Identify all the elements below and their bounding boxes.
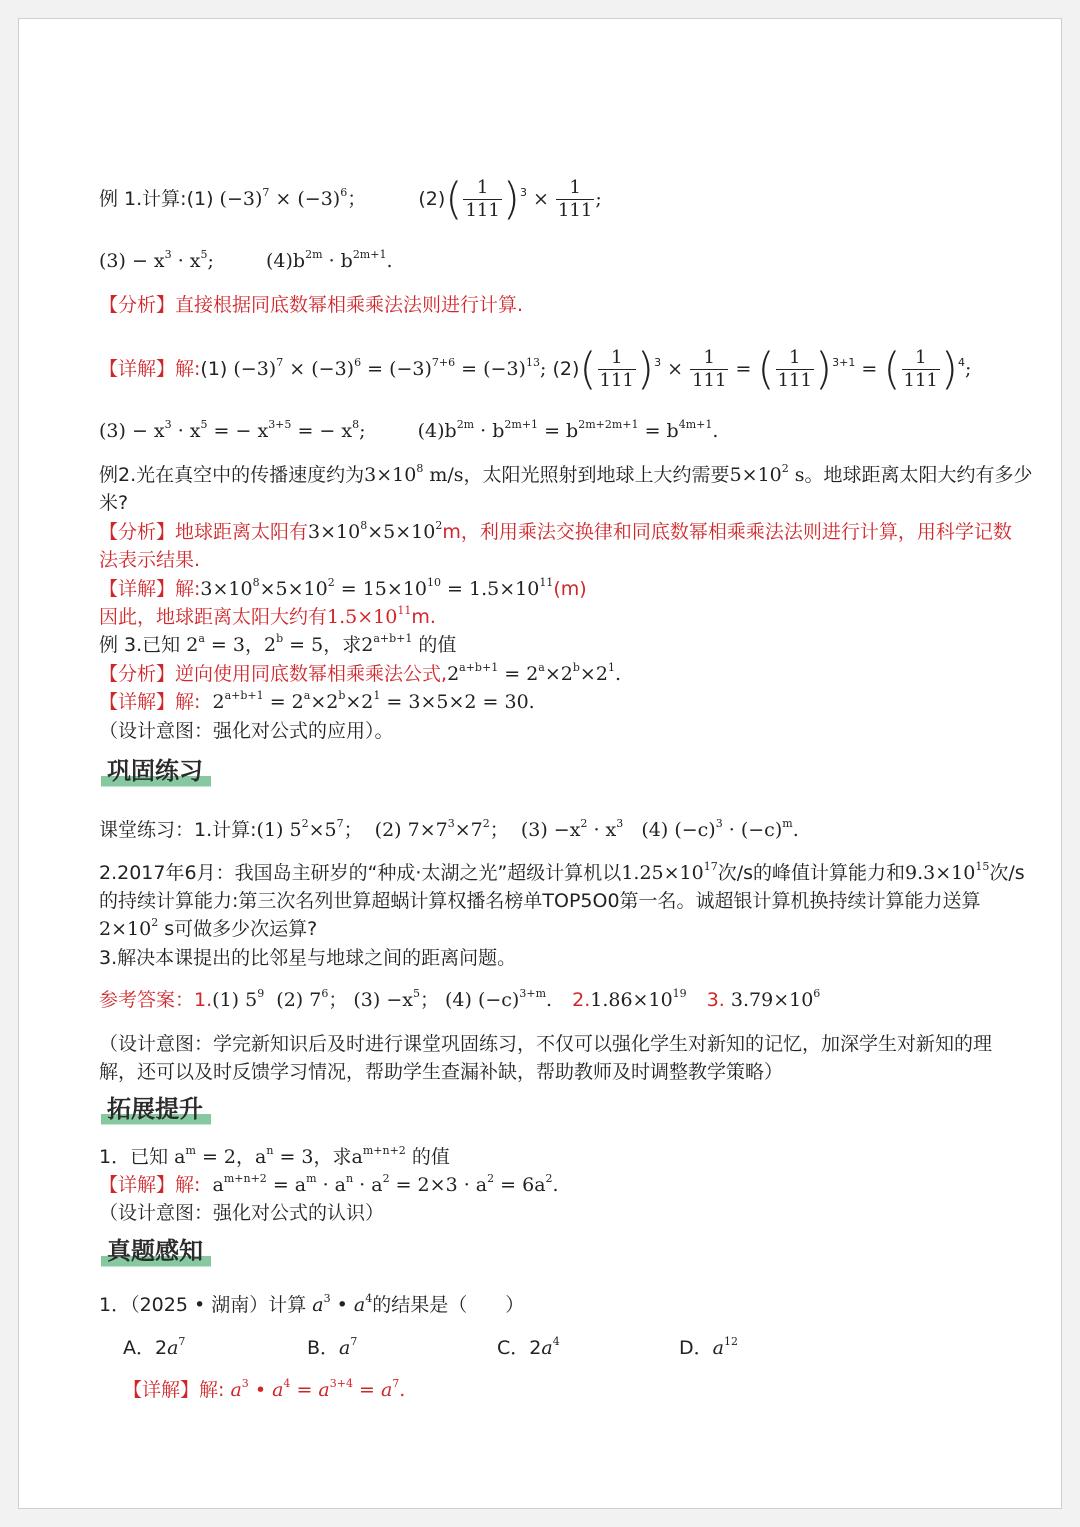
fraction: $\frac{1}{111}$ [903, 347, 938, 391]
option-label: A．2 [123, 1337, 168, 1359]
example-1-analysis [99, 291, 523, 319]
example-3-question [99, 631, 456, 659]
analysis-text: 逆向使用同底数幂相乘乘法公式, [175, 663, 448, 685]
dot-operator: • [336, 1294, 348, 1316]
question-text: 3.解决本课提出的比邻星与地球之间的距离问题。 [99, 947, 517, 969]
section-title-extend: 拓展提升 [101, 1093, 211, 1127]
example-2-analysis [99, 518, 1012, 546]
detail-lead: 解: [175, 691, 201, 713]
question-text: ，太阳光照射到地球上大约需要 [463, 464, 730, 486]
formula: $3\times 10^8\times 5\times 10^2$ [308, 519, 443, 543]
question-text: ，求 [313, 1146, 352, 1168]
answer-number: 1. [194, 989, 213, 1011]
option-b[interactable] [307, 1334, 357, 1362]
formula: $2^a = 3$，$2^b = 5$ [186, 632, 324, 656]
detail-lead: 解: [199, 1379, 225, 1401]
practice-q2 [99, 859, 1025, 887]
analysis-tag: 【分析】 [99, 521, 176, 543]
section-title-practice: 巩固练习 [101, 755, 211, 789]
analysis-text: 地球距离太阳有 [175, 521, 309, 543]
answer-label: 参考答案： [99, 989, 195, 1011]
analysis-tag: 【分析】 [99, 294, 176, 316]
formula: $a^7$ [167, 1335, 186, 1359]
question-text: 的持续计算能力:第三次名列世算超蜗计算权播名榜单TOP5O0第一名。诚超银计算机换持续计算能力送算 [99, 890, 981, 912]
option-label: B． [307, 1337, 340, 1359]
option-label: D． [679, 1337, 713, 1359]
formula: $3\times 10^8\times 5\times 10^2 = 15\times 10^{10} = 1.5\times 10^{11}$ [200, 576, 554, 600]
part-2-label: (2) [552, 358, 580, 380]
practice-intent [99, 1030, 992, 1058]
formula: $a^{m+n+2} = a^m \cdot a^n \cdot a^2 = 2\times 3 \cdot a^2 = 6a^2$. [206, 1172, 559, 1196]
question-text: 。地球距离太阳大约有多少 [804, 464, 1033, 486]
example-1-detail-cont [99, 417, 718, 445]
example-2-detail [99, 575, 587, 603]
fraction: $\frac{1}{111}$ [692, 347, 727, 391]
formula: $a^7$ [339, 1335, 358, 1359]
practice-q1 [99, 816, 799, 844]
detail-tag: 【详解】 [99, 1174, 176, 1196]
formula: (1) $5^9$ (2) $7^6$； $(3) -x^5$； (4) $(-c)^{3+m}$. [212, 987, 553, 1011]
example-2-question-cont [99, 489, 128, 517]
answer-number: 3. [706, 989, 725, 1011]
formula: $3.79\times 10^6$ [724, 987, 821, 1011]
analysis-tag: 【分析】 [99, 663, 176, 685]
example-1-question-cont [99, 247, 393, 275]
fraction: $\frac{1}{111}$ [777, 347, 812, 391]
formula: $a^4$ [541, 1335, 560, 1359]
formula: $9.3\times 10^{15}$ [905, 860, 990, 884]
unit-text: (m) [553, 578, 587, 600]
practice-answers [99, 986, 820, 1014]
example-3-analysis [99, 660, 621, 688]
question-text: 2.2017年6月：我国岛主研岁的“种成·太湖之光”超级计算机以 [99, 862, 622, 884]
formula: $1.5\times 10^{11}$ [327, 604, 412, 628]
intent-text: （设计意图：强化对公式的认识） [99, 1202, 385, 1224]
detail-lead: 解: [175, 578, 201, 600]
formula: − $x^3 \cdot x^5$ = − $x^{3+5}$ = − $x^8$; [131, 418, 366, 442]
analysis-text: 法表示结果. [99, 549, 201, 571]
formula: $b^{2m} \cdot b^{2m+1}$. [292, 248, 393, 272]
formula: (1) $5^2\times 5^7$； (2) $7\times 7^3\times 7^2$； $(3) -x^2 \cdot x^3$ (4) $(-c)^3 \cdot (-c)^m$. [256, 817, 799, 841]
extend-intent [99, 1199, 384, 1227]
extend-question [99, 1143, 450, 1171]
question-text: 1．已知 [99, 1146, 169, 1168]
part-1-label: (1) [186, 188, 214, 210]
real-detail [123, 1376, 405, 1404]
answer-number: 2. [572, 989, 591, 1011]
part-3-label: (3) [99, 420, 126, 442]
formula: $a^m = 2$，$a^n = 3$ [174, 1144, 314, 1168]
formula: $(-3)^7 \times (-3)^6 = (-3)^{7+6} = (-3)^{13}$; [233, 356, 547, 380]
formula: $a^3$ [312, 1292, 331, 1316]
question-text: 的值 [411, 1146, 450, 1168]
part-3-label: (3) [99, 250, 126, 272]
detail-tag: 【详解】 [123, 1379, 200, 1401]
practice-q2-cont [99, 887, 981, 915]
formula: $a^{12}$ [712, 1335, 738, 1359]
example-1-detail: 【详解】解:(1) $(-3)^7 \times (-3)^6 = (-3)^{7+6} = (-3)^{13}$; (2)( $\frac{1}{111}$ )$^3$ × $\frac{1}{111}$ = ( $\frac{1}{111}$ )$^{3+1}$ = ( $\frac{1}{111}$ )$^4$; [99, 343, 972, 395]
intent-text: 解，还可以及时反馈学习情况，帮助学生查漏补缺，帮助教师及时调整教学策略） [99, 1061, 784, 1083]
formula: $5\times 10^2$ s [729, 462, 805, 486]
document-page [18, 18, 1062, 1509]
intent-text: （设计意图：学完新知识后及时进行课堂巩固练习，不仅可以强化学生对新知的记忆，加深学生对新知的理 [99, 1033, 993, 1055]
part-2-label: (2) [418, 188, 446, 210]
analysis-text: 直接根据同底数幂相乘乘法法则进行计算. [175, 294, 524, 316]
formula: $2^{a+b+1} = 2^a\times 2^b\times 2^1 = 3\times 5\times 2 = 30$. [206, 689, 535, 713]
formula: $1.25\times 10^{17}$ [621, 860, 718, 884]
option-c[interactable] [497, 1334, 560, 1362]
example-3-detail [99, 688, 535, 716]
example-2-question [99, 461, 1033, 489]
formula: $(-3)^7 \times (-3)^6$； [219, 186, 367, 210]
question-text: s可做多少次运算? [164, 918, 318, 940]
question-text: 的结果是（ ） [372, 1294, 525, 1316]
detail-tag: 【详解】 [99, 691, 176, 713]
detail-lead: 解: [175, 1174, 201, 1196]
formula: $2\times 10^2$ [99, 916, 159, 940]
part-1-label: (1) [200, 358, 228, 380]
formula: $2^{a+b+1} = 2^a\times 2^b\times 2^1$. [447, 661, 621, 685]
example-2-conclusion [99, 603, 436, 631]
practice-q2-cont2 [99, 915, 317, 943]
example-1-label: 例 1.计算: [99, 188, 187, 210]
formula: $a^{m+n+2}$ [351, 1144, 406, 1168]
real-question [99, 1291, 524, 1319]
formula: $2^{a+b+1}$ [361, 632, 413, 656]
question-text: ，求 [323, 634, 362, 656]
formula: − $x^3 \cdot x^5$; [131, 248, 214, 272]
option-a[interactable] [123, 1334, 185, 1362]
question-text: 的值 [418, 634, 457, 656]
extend-detail [99, 1171, 559, 1199]
conclusion-text: m. [411, 606, 436, 628]
practice-q3 [99, 944, 516, 972]
detail-lead: 解: [175, 358, 201, 380]
question-text: 次/s [989, 862, 1025, 884]
formula: $1.86\times 10^{19}$ [590, 987, 687, 1011]
question-text: 课堂练习：1.计算: [99, 819, 257, 841]
example-1-question: 例 1.计算:(1) $(-3)^7 \times (-3)^6$； (2)( $\frac{1}{111}$ )$^3$ × $\frac{1}{111}$ ; [99, 173, 602, 225]
example-3-intent [99, 717, 394, 745]
question-text: 次/s的峰值计算能力和 [717, 862, 906, 884]
formula: $a^3$ • $a^4 = a^{3+4} = a^7$. [230, 1377, 406, 1401]
fraction: $\frac{1}{111}$ [557, 177, 593, 221]
question-text: 1．（2025 • 湖南）计算 [99, 1294, 307, 1316]
fraction: $\frac{1}{111}$ [599, 347, 634, 391]
fraction: $\frac{1}{111}$ [465, 177, 500, 221]
conclusion-text: 因此，地球距离太阳大约有 [99, 606, 328, 628]
analysis-text: m，利用乘法交换律和同底数幂相乘乘法法则进行计算，用科学记数 [442, 521, 1012, 543]
detail-tag: 【详解】 [99, 358, 176, 380]
formula: $b^{2m} \cdot b^{2m+1} = b^{2m+2m+1} = b^{4m+1}$. [444, 418, 719, 442]
part-4-label: (4) [417, 420, 445, 442]
part-4-label: (4) [266, 250, 293, 272]
formula: $a^4$ [353, 1292, 373, 1316]
question-text: 例2.光在真空中的传播速度约为 [99, 464, 365, 486]
detail-tag: 【详解】 [99, 578, 176, 600]
question-text: 例 3.已知 [99, 634, 181, 656]
practice-intent-cont [99, 1058, 783, 1086]
question-text: 米? [99, 492, 129, 514]
option-label: C．2 [497, 1337, 542, 1359]
formula: $3\times 10^8$ m/s [364, 462, 464, 486]
section-title-real: 真题感知 [101, 1235, 211, 1269]
intent-text: （设计意图：强化对公式的应用）。 [99, 720, 394, 742]
option-d[interactable] [679, 1334, 738, 1362]
example-2-analysis-cont [99, 546, 200, 574]
